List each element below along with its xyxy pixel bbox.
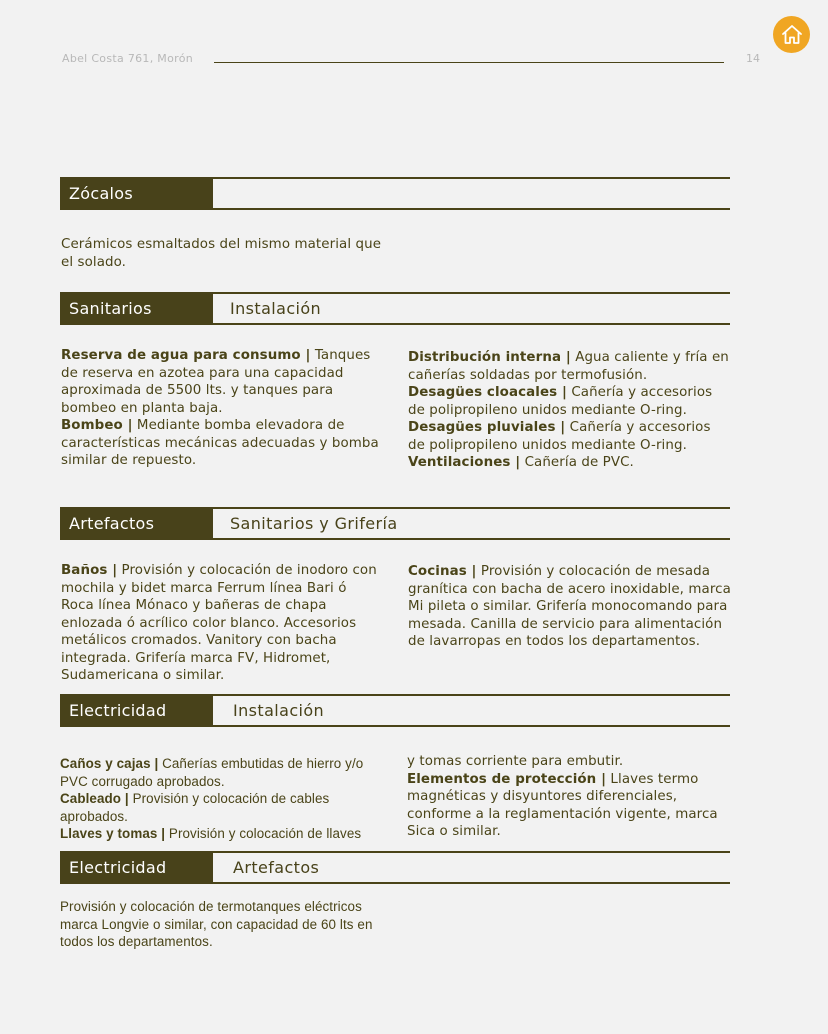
- section-header-artefactos: [60, 507, 730, 540]
- spec-desc: Tanques de reserva en azotea para una capacidad aproximada de 5500 lts. y tanques para bombeo en planta baja.: [61, 348, 371, 416]
- spec-item: [408, 454, 730, 472]
- electricidad-right-column: [407, 753, 735, 841]
- spec-continuation: y tomas corriente para embutir.: [407, 754, 624, 769]
- spec-term: Distribución interna |: [408, 350, 571, 365]
- zocalos-text: Cerámicos esmaltados del mismo material que el solado.: [61, 237, 382, 270]
- spec-desc: Cañerías embutidas de hierro y/o PVC corrugado aprobados.: [60, 756, 364, 789]
- spec-desc: Cañería y accesorios de polipropileno unidos mediante O-ring.: [408, 385, 713, 418]
- section-subtitle: Instalación: [230, 299, 322, 318]
- spec-term: Caños y cajas |: [60, 756, 159, 771]
- spec-item: [408, 349, 730, 384]
- spec-desc: Llaves termo magnéticas y disyuntores diferenciales, conforme a la reglamentación vigente, marca Sica o similar.: [407, 771, 718, 839]
- spec-term: Bombeo |: [61, 418, 133, 433]
- spec-item: [60, 825, 392, 843]
- header-address: Abel Costa 761, Morón: [62, 52, 194, 65]
- section-title: Electricidad: [60, 851, 213, 884]
- spec-term: Desagües cloacales |: [408, 385, 567, 400]
- section-title: Sanitarios: [60, 292, 213, 325]
- spec-desc: Agua caliente y fría en cañerías soldadas por termofusión.: [408, 350, 729, 383]
- spec-desc: Mediante bomba elevadora de características mecánicas adecuadas y bomba similar de repuesto.: [61, 418, 379, 468]
- spec-item: [61, 417, 379, 470]
- spec-item: [61, 562, 383, 685]
- electricidad-artefactos-text: Provisión y colocación de termotanques eléctricos marca Longvie o similar, con capacidad de 60 lts en todos los departamentos.: [60, 899, 373, 949]
- section-subtitle: Sanitarios y Grifería: [230, 514, 398, 533]
- spec-desc: Provisión y colocación de inodoro con mochila y bidet marca Ferrum línea Bari ó Roca línea Mónaco y bañeras de chapa enlozada ó acrílico color blanco. Accesorios metálicos cromados. Vanitory con bacha integrada. Grifería marca FV, Hidromet, Sudamericana o similar.: [61, 563, 377, 683]
- electricidad-left-column: [60, 755, 392, 843]
- spec-item: [407, 771, 735, 841]
- section-title: Artefactos: [60, 507, 213, 540]
- spec-term: Desagües pluviales |: [408, 420, 566, 435]
- artefactos-right-column: [408, 563, 734, 651]
- section-header-electricidad-artefactos: [60, 851, 730, 884]
- spec-item: [61, 347, 379, 417]
- sanitarios-left-column: [61, 347, 379, 470]
- section-subtitle: Artefactos: [233, 858, 320, 877]
- home-button[interactable]: [773, 16, 810, 53]
- spec-desc: Cañería de PVC.: [520, 455, 634, 470]
- spec-term: Cocinas |: [408, 564, 477, 579]
- spec-item: [408, 563, 734, 651]
- spec-item: [408, 384, 730, 419]
- spec-desc: Cañería y accesorios de polipropileno unidos mediante O-ring.: [408, 420, 711, 453]
- section-header-sanitarios: [60, 292, 730, 325]
- page-number: 14: [746, 52, 760, 65]
- spec-term: Baños |: [61, 563, 118, 578]
- spec-term: Cableado |: [60, 791, 129, 806]
- section-title: Zócalos: [60, 177, 213, 210]
- spec-item: [60, 755, 392, 790]
- section-header-electricidad-instalacion: [60, 694, 730, 727]
- spec-term: Reserva de agua para consumo |: [61, 348, 311, 363]
- spec-desc: Provisión y colocación de mesada granítica con bacha de acero inoxidable, marca Mi pileta o similar. Grifería monocomando para mesada. Canilla de servicio para alimentación de lavarropas en todos los departamentos.: [408, 564, 731, 649]
- spec-desc: Provisión y colocación de cables aprobados.: [60, 791, 330, 824]
- sanitarios-right-column: [408, 349, 730, 472]
- section-title: Electricidad: [60, 694, 213, 727]
- spec-term: Llaves y tomas |: [60, 826, 166, 841]
- spec-item: [408, 419, 730, 454]
- spec-desc: Provisión y colocación de llaves: [165, 826, 362, 841]
- home-icon: [780, 23, 804, 47]
- spec-term: Elementos de protección |: [407, 771, 607, 787]
- spec-term: Ventilaciones |: [408, 455, 521, 470]
- artefactos-left-column: [61, 562, 383, 685]
- spec-item: [60, 790, 392, 825]
- section-subtitle: Instalación: [233, 701, 325, 720]
- section-header-zocalos: [60, 177, 730, 210]
- header-divider: [214, 62, 724, 63]
